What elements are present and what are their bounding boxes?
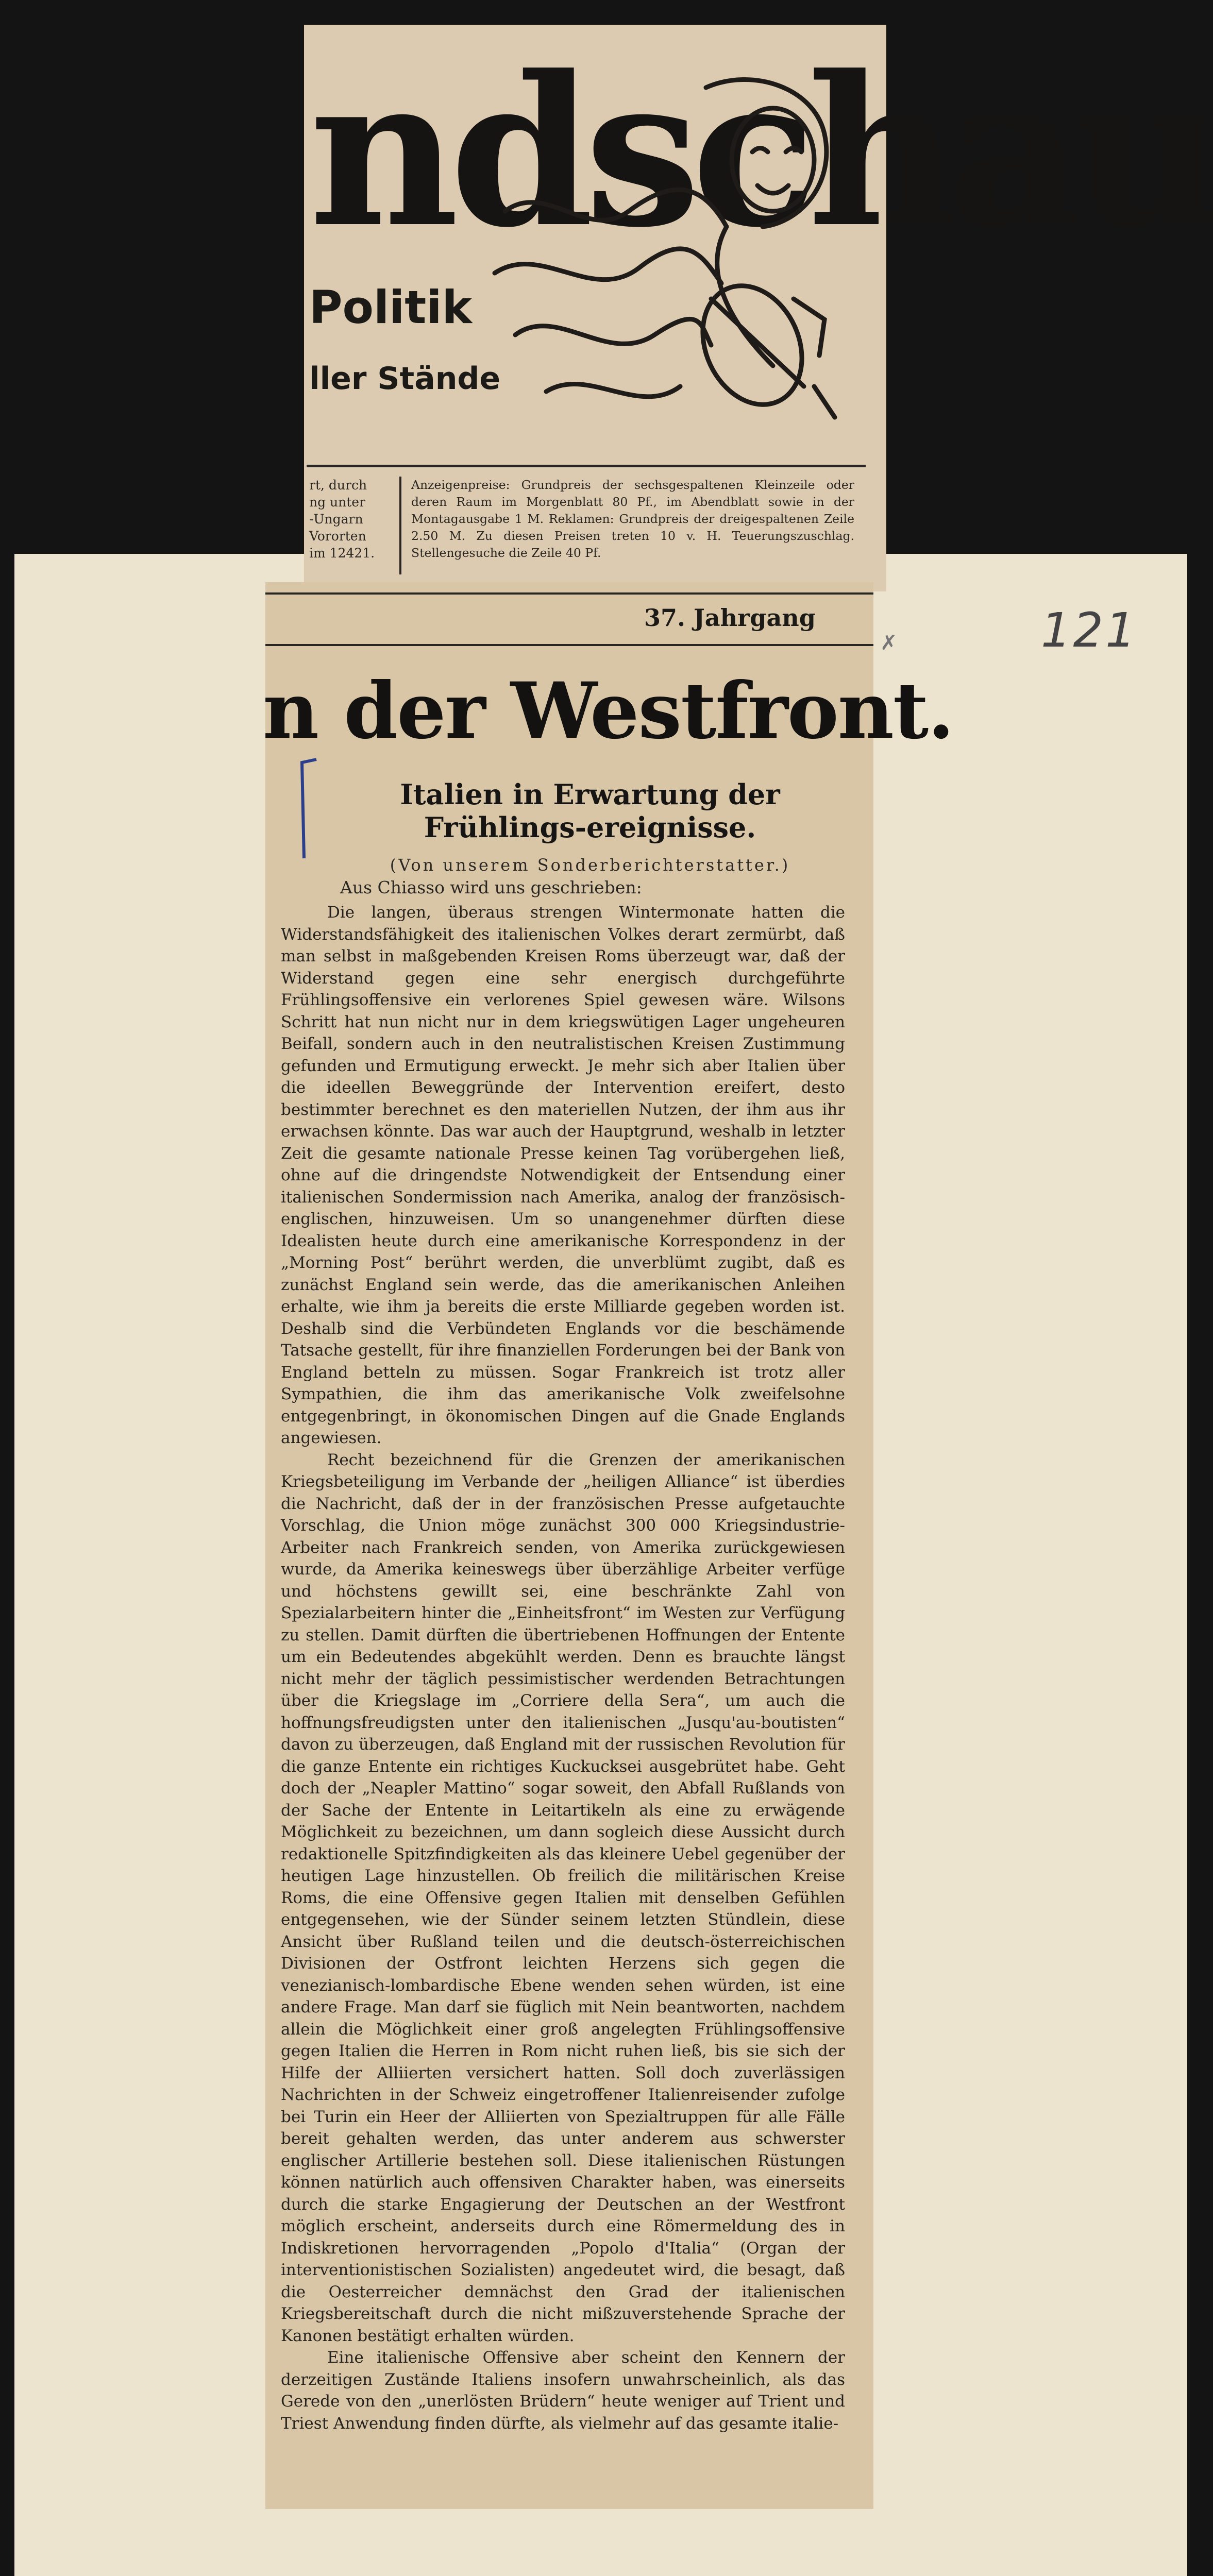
masthead-rule bbox=[307, 465, 866, 467]
paragraph: Recht bezeichnend für die Grenzen der amerikanischen Kriegsbeteiligung im Verbande der „heiligen Alliance“ ist überdies die Nachricht, daß der in der französischen Presse aufgetauchte Vorschlag, die Union möge zunächst 300 000 Kriegsindustrie-Arbeiter nach Frankreich senden, von Amerika zurückgewiesen wurde, da Amerika keineswegs über überzählige Arbeiter verfüge und höchstens gewillt sei, eine beschränkte Zahl von Spezialarbeitern hinter die „Einheitsfront“ im Westen zur Verfügung zu stellen. Damit dürften die übertriebenen Hoffnungen der Entente um ein Bedeutendes abgekühlt werden. Denn es brauchte längst nicht mehr der täglich pessimistischer werdenden Betrachtungen über die Kriegslage im „Corriere della Sera“, um auch die hoffnungsfreudigsten unter den italienischen „Jusqu'au-boutisten“ davon zu überzeugen, daß England mit der russischen Revolution für die ganze Entente ein richtiges Kuckucksei ausgebrütet habe. Geht doch der „Neapler Mattino“ sogar soweit, den Abfall Rußlands von der Sache der Entente in Leitartikeln als eine zu erwägende Möglichkeit zu bezeichnen, um dann sogleich diese Aussicht durch redaktionelle Spitzfindigkeiten als das kleinere Uebel gegenüber der heutigen Lage hinzustellen. Ob freilich die militärischen Kreise Roms, die eine Offensive gegen Italien mit denselben Gefühlen entgegensehen, wie der Sünder seinem letzten Stündlein, diese Ansicht über Rußland teilen und die deutsch-österreichischen Divisionen der Ostfront leichten Herzens sich gegen die venezianisch-lombardische Ebene wenden sehen würden, ist eine andere Frage. Man darf sie füglich mit Nein beantworten, nachdem allein die Möglichkeit einer groß angelegten Frühlingsoffensive gegen Italien die Herren in Rom nicht ruhen ließ, bis sie sich der Hilfe der Alliierten versichert hatten. Soll doch zuverlässigen Nachrichten in der Schweiz eingetroffener Italienreisender zufolge bei Turin ein Heer der Alliierten von Spezialtruppen für alle Fälle bereit gehalten werden, das unter anderem aus schwerster englischer Artillerie bestehen soll. Diese italienischen Rüstungen können natürlich auch offensiven Charakter haben, was einerseits durch die starke Engagierung der Deutschen an der Westfront möglich erscheint, anderseits durch eine Römermeldung des in Indiskretionen hervorragenden „Popolo d'Italia“ (Organ der interventionistischen Sozialisten) angedeutet wird, die besagt, daß die Oesterreicher demnächst den Grad der italienischen Kriegsbereitschaft durch die nicht mißzuverstehende Sprache der Kanonen bestätigt erhalten würden. bbox=[281, 1450, 845, 2345]
folio-number: 121 bbox=[1041, 603, 1138, 658]
paragraph: Die langen, überaus strengen Wintermonate hatten die Widerstandsfähigkeit des italienischen Volkes derart zermürbt, daß man selbst in maßgebenden Kreisen Roms überzeugt war, daß der Widerstand gegen eine sehr energisch durchgeführte Frühlingsoffensive ein verlorenes Spiel gewesen wäre. Wilsons Schritt hat nun nicht nur in dem kriegswütigen Lager ungeheuren Beifall, sondern auch in den neutralistischen Kreisen Zustimmung gefunden und Ermutigung erweckt. Je mehr sich aber Italien über die ideellen Beweggründe der Intervention ereifert, desto bestimmter berechnet es den materiellen Nutzen, der ihm aus ihr erwachsen könnte. Das war auch der Hauptgrund, weshalb in letzter Zeit die gesamte nationale Presse keinen Tag vorübergehen ließ, ohne auf die dringendste Notwendigkeit der Entsendung einer italienischen Sondermission nach Amerika, analog der französisch-englischen, hinzuweisen. Um so unangenehmer dürften diese Idealisten heute durch eine amerikanische Korrespondenz in der „Morning Post“ berührt werden, die unverblümt zugibt, daß es zunächst England sein werde, das die amerikanischen Anleihen erhalte, wie ihm ja bereits die erste Milliarde gegeben worden ist. Deshalb sind die Verbündeten Englands vor die beschämende Tatsache gestellt, für ihre finanziellen Forderungen bei der Bank von England betteln zu müssen. Sogar Frankreich ist trotz aller Sympathien, die ihm das amerikanische Volk zweifelsohne entgegenbringt, in ökonomischen Dingen auf die Gnade Englands angewiesen. bbox=[281, 903, 845, 1447]
pencil-bracket-icon bbox=[299, 757, 319, 860]
header-rule-bottom bbox=[265, 644, 873, 646]
advertising-rates: Anzeigenpreise: Grundpreis der sechsgespaltenen Kleinzeile oder deren Raum im Morgenblatt 80 Pf., im Abendblatt sowie in der Montagausgabe 1 M. Reklamen: Grundpreis der dreigespaltenen Zeile 2.50 M. Zu diesen Preisen treten 10 v. H. Teuerungszuschlag. Stellengesuche die Zeile 40 Pf. bbox=[411, 478, 854, 560]
paragraph: Eine italienische Offensive aber scheint den Kennern der derzeitigen Zustände Italiens insofern unwahrscheinlich, als das Gerede von den „unerlösten Brüdern“ heute weniger auf Trient und Triest Anwendung finden dürfte, als vielmehr auf das gesamte italie- bbox=[281, 2348, 845, 2433]
subscription-info: rt, durch ng unter -Ungarn Vororten im 12421. bbox=[309, 478, 375, 561]
article-body bbox=[281, 902, 845, 2499]
masthead-subtitle-staende: ller Stände bbox=[309, 361, 501, 397]
column-divider bbox=[399, 477, 401, 574]
article-byline: (Von unserem Sonderberichterstatter.) bbox=[390, 855, 790, 875]
jester-ornament-icon bbox=[484, 57, 850, 438]
pencil-mark: ✗ bbox=[880, 631, 898, 655]
header-rule bbox=[265, 592, 873, 595]
article-dateline: Aus Chiasso wird uns geschrieben: bbox=[340, 877, 642, 897]
article-subheadline: Italien in Erwartung der Frühlings-ereignisse. bbox=[400, 778, 780, 844]
masthead-title: ndschau bbox=[309, 31, 1213, 273]
article-headline: n der Westfront. bbox=[263, 666, 954, 756]
volume-label: 37. Jahrgang bbox=[644, 604, 816, 632]
masthead-subtitle-politik: Politik bbox=[309, 281, 473, 334]
